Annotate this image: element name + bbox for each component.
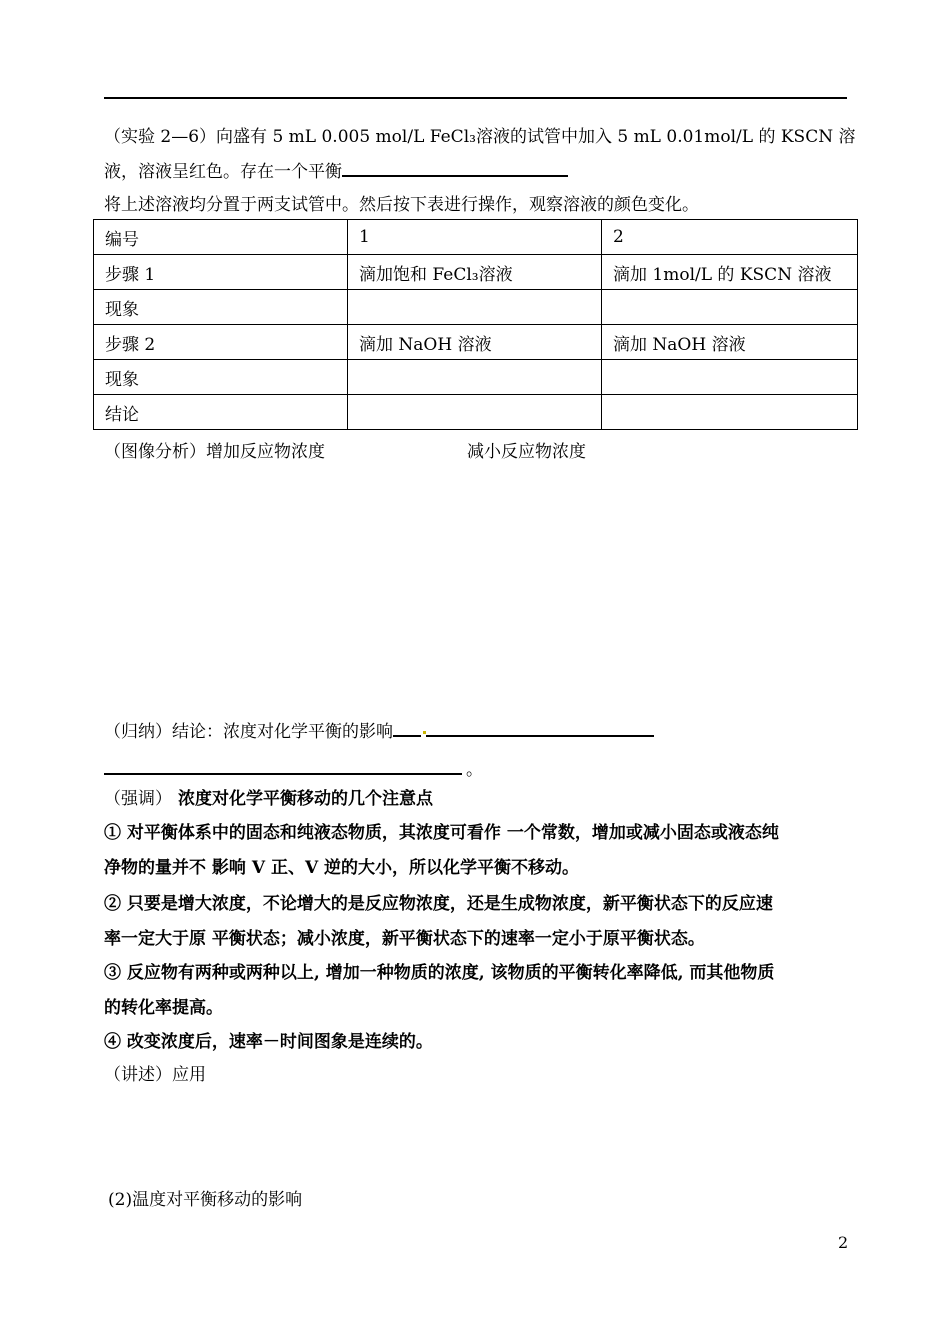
table-cell: 1 xyxy=(348,220,602,255)
table-cell[interactable] xyxy=(602,290,858,325)
experiment-line-3: 将上述溶液均分置于两支试管中。然后按下表进行操作，观察溶液的颜色变化。 xyxy=(104,195,699,215)
table-cell[interactable] xyxy=(348,290,602,325)
emphasis-point: ③ 反应物有两种或两种以上, 增加一种物质的浓度, 该物质的平衡转化率降低, 而其他物质 xyxy=(104,963,775,983)
table-cell: 编号 xyxy=(94,220,348,255)
table-row xyxy=(94,395,858,430)
table-cell: 滴加 NaOH 溶液 xyxy=(602,325,858,360)
page-number: 2 xyxy=(838,1233,849,1252)
table-cell[interactable] xyxy=(348,360,602,395)
experiment-table xyxy=(93,219,858,430)
emphasis-point: ② 只要是增大浓度，不论增大的是反应物浓度，还是生成物浓度，新平衡状态下的反应速 xyxy=(104,894,773,914)
table-cell: 现象 xyxy=(94,360,348,395)
table-cell: 结论 xyxy=(94,395,348,430)
table-row xyxy=(94,360,858,395)
table-row xyxy=(94,220,858,255)
experiment-line-1: （实验 2—6）向盛有 5 mL 0.005 mol/L FeCl₃溶液的试管中加入 5 mL 0.01mol/L 的 KSCN 溶 xyxy=(104,127,856,147)
temperature-heading: (2)温度对平衡移动的影响 xyxy=(108,1190,303,1210)
table-row xyxy=(94,325,858,360)
table-cell[interactable] xyxy=(348,395,602,430)
table-cell[interactable] xyxy=(602,360,858,395)
table-cell[interactable] xyxy=(602,395,858,430)
table-row xyxy=(94,290,858,325)
table-cell: 滴加饱和 FeCl₃溶液 xyxy=(348,255,602,290)
summary-blank-a[interactable] xyxy=(393,719,421,737)
table-cell: 现象 xyxy=(94,290,348,325)
table-cell: 2 xyxy=(602,220,858,255)
summary-line-1 xyxy=(104,719,654,743)
emphasis-title: 浓度对化学平衡移动的几个注意点 xyxy=(178,789,433,809)
analysis-right: 减小反应物浓度 xyxy=(467,442,586,462)
emphasis-point: 率一定大于原 平衡状态；减小浓度，新平衡状态下的速率一定小于原平衡状态。 xyxy=(104,929,705,949)
summary-line-2 xyxy=(104,757,483,781)
summary-blank-b[interactable] xyxy=(426,719,654,737)
emphasis-prefix: （强调） xyxy=(104,789,172,809)
emphasis-point: 净物的量并不 影响 V 正、V 逆的大小，所以化学平衡不移动。 xyxy=(104,858,580,878)
table-cell: 滴加 NaOH 溶液 xyxy=(348,325,602,360)
table-cell: 滴加 1mol/L 的 KSCN 溶液 xyxy=(602,255,858,290)
emphasis-point: ④ 改变浓度后，速率－时间图象是连续的。 xyxy=(104,1032,433,1052)
experiment-line-2 xyxy=(104,159,568,183)
emphasis-point: ① 对平衡体系中的固态和纯液态物质，其浓度可看作 一个常数，增加或减小固态或液态纯 xyxy=(104,823,779,843)
summary-blank-c[interactable] xyxy=(104,757,462,775)
emphasis-point: 的转化率提高。 xyxy=(104,998,223,1018)
lecture-heading: （讲述）应用 xyxy=(104,1065,206,1085)
table-row xyxy=(94,255,858,290)
table-cell: 步骤 1 xyxy=(94,255,348,290)
header-rule xyxy=(104,97,847,99)
summary-text: （归纳）结论：浓度对化学平衡的影响 xyxy=(104,722,393,742)
summary-end: 。 xyxy=(466,760,483,780)
analysis-left: （图像分析）增加反应物浓度 xyxy=(104,442,325,462)
table-cell: 步骤 2 xyxy=(94,325,348,360)
equilibrium-blank[interactable] xyxy=(342,159,568,177)
experiment-line-2-text: 液，溶液呈红色。存在一个平衡 xyxy=(104,162,342,182)
emphasis-heading xyxy=(104,788,433,810)
